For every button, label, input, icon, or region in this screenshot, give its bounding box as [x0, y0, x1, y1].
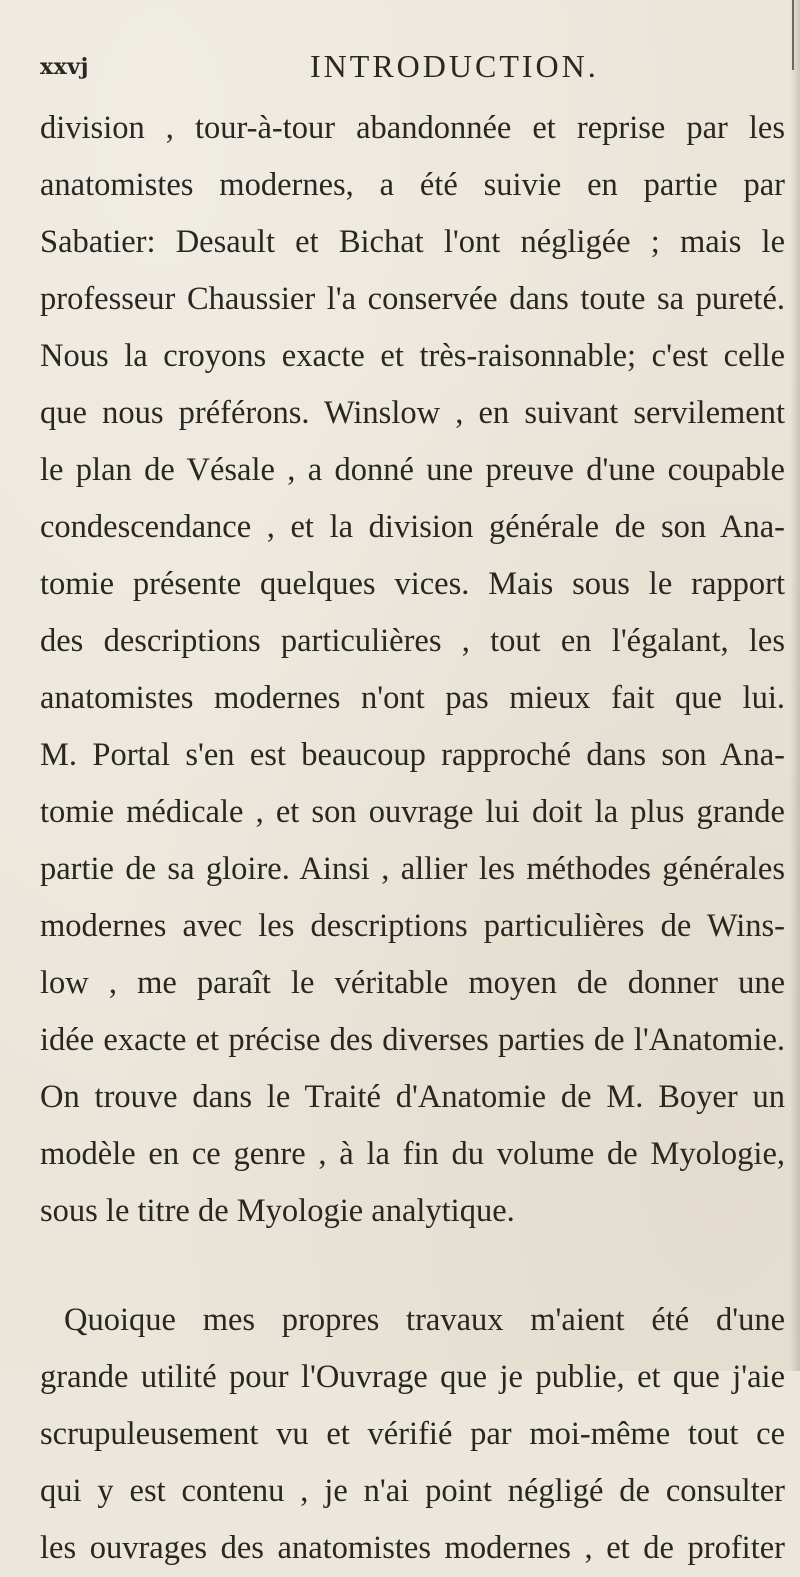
text-line: grande utilité pour l'Ouvrage que je publie, et que j'aie: [40, 1359, 785, 1395]
text-line: condescendance , et la division générale de son Ana-: [40, 509, 785, 545]
text-line: anatomistes modernes, a été suivie en partie par: [40, 167, 785, 203]
text-line: que nous préférons. Winslow , en suivant servilement: [40, 395, 785, 431]
text-line: scrupuleusement vu et vérifié par moi-même tout ce: [40, 1416, 785, 1452]
text-line: tomie présente quelques vices. Mais sous le rapport: [40, 566, 785, 602]
text-line: modernes avec les descriptions particulières de Wins-: [40, 908, 785, 944]
text-line: tomie médicale , et son ouvrage lui doit la plus grande: [40, 794, 785, 830]
text-line: le plan de Vésale , a donné une preuve d'une coupable: [40, 452, 785, 488]
text-line: modèle en ce genre , à la fin du volume de Myologie,: [40, 1136, 785, 1172]
body-text: [40, 100, 785, 1577]
paragraph-1: [40, 100, 785, 1240]
text-line: idée exacte et précise des diverses parties de l'Anatomie.: [40, 1022, 785, 1058]
text-line: On trouve dans le Traité d'Anatomie de M. Boyer un: [40, 1079, 785, 1115]
text-line: Sabatier: Desault et Bichat l'ont négligée ; mais le: [40, 224, 785, 260]
text-line: anatomistes modernes n'ont pas mieux fait que lui.: [40, 680, 785, 716]
text-line: les ouvrages des anatomistes modernes , et de profiter: [40, 1530, 785, 1566]
page-number: xxvj: [40, 54, 89, 80]
text-line: des descriptions particulières , tout en l'égalant, les: [40, 623, 785, 659]
paragraph-gap: [40, 1240, 785, 1292]
text-line: professeur Chaussier l'a conservée dans toute sa pureté.: [40, 281, 785, 317]
paragraph-2: [40, 1292, 785, 1577]
text-line: low , me paraît le véritable moyen de donner une: [40, 965, 785, 1001]
text-line: qui y est contenu , je n'ai point négligé de consulter: [40, 1473, 785, 1509]
text-line: Nous la croyons exacte et très-raisonnable; c'est celle: [40, 338, 785, 374]
text-line: partie de sa gloire. Ainsi , allier les méthodes générales: [40, 851, 785, 887]
page-edge-shadow: [790, 0, 800, 1371]
text-line-last: sous le titre de Myologie analytique.: [40, 1193, 515, 1229]
text-line: division , tour-à-tour abandonnée et reprise par les: [40, 110, 785, 146]
text-line: M. Portal s'en est beaucoup rapproché dans son Ana-: [40, 737, 785, 773]
text-line-indented: Quoique mes propres travaux m'aient été d'une: [64, 1302, 785, 1338]
page-header: [0, 46, 800, 86]
running-head: INTRODUCTION.: [310, 48, 599, 84]
